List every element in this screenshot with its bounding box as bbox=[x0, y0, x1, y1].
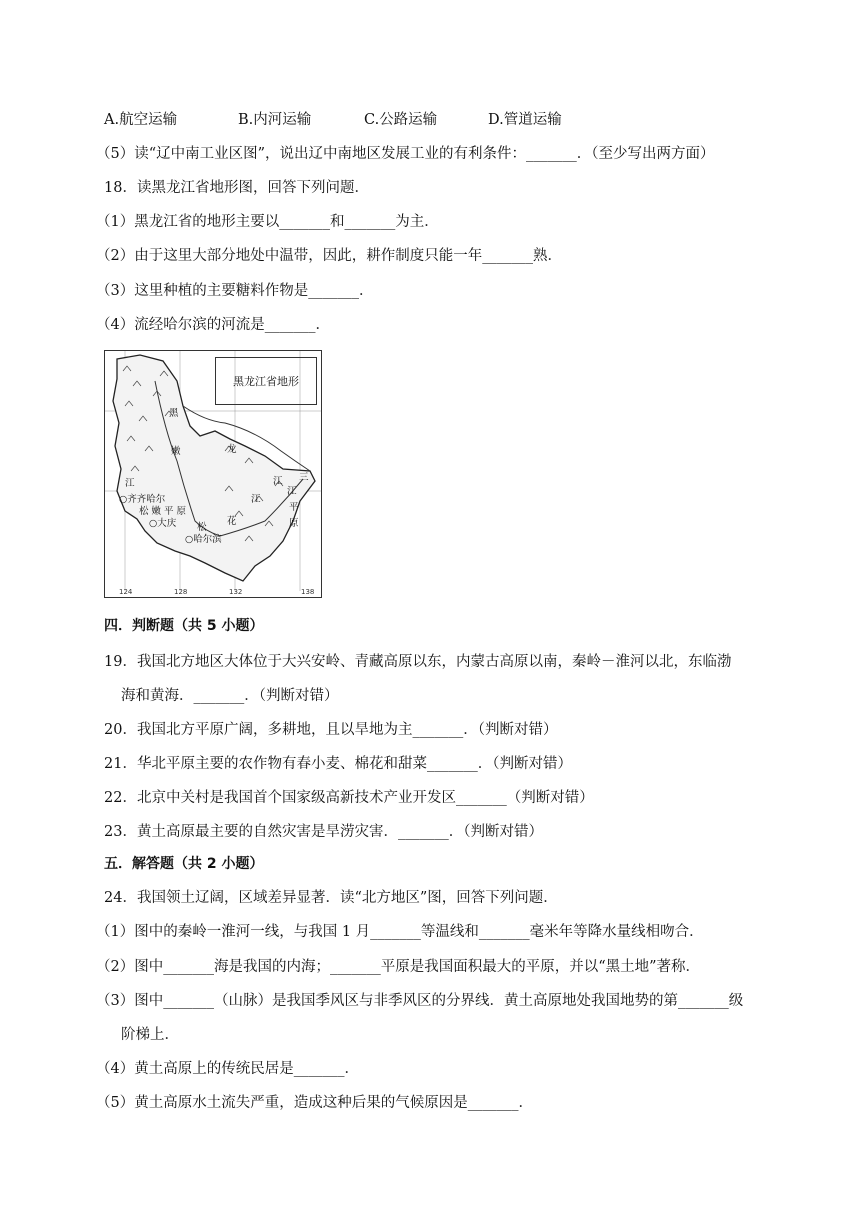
q24-sub3-line2: 阶梯上． bbox=[121, 1027, 179, 1043]
q18-sub2: （2）由于这里大部分地处中温带，因此，耕作制度只能一年_______熟． bbox=[96, 248, 562, 264]
option-d: D.管道运输 bbox=[488, 112, 562, 128]
option-a: A.航空运输 bbox=[104, 112, 178, 128]
map-label-songnen: 松 嫩 平 原 bbox=[139, 506, 187, 517]
map-label-ping: 平 bbox=[289, 502, 299, 513]
q19-line1: 19．我国北方地区大体位于大兴安岭、青藏高原以东，内蒙古高原以南，秦岭－淮河以北，东临渤 bbox=[104, 654, 732, 670]
option-b: B.内河运输 bbox=[238, 112, 312, 128]
map-label-qiqihar: ○齐齐哈尔 bbox=[119, 494, 166, 505]
q18-stem: 18．读黑龙江省地形图，回答下列问题． bbox=[104, 180, 369, 196]
map-tick-138: 138 bbox=[301, 588, 315, 596]
map-label-jiang1: 江 bbox=[273, 476, 283, 487]
map-label-yuan: 原 bbox=[289, 518, 299, 529]
map-title: 黑龙江省地形 bbox=[215, 357, 317, 405]
map-label-harbin: ○哈尔滨 bbox=[185, 534, 222, 545]
q18-sub3: （3）这里种植的主要糖料作物是_______． bbox=[96, 283, 374, 299]
q24-sub5: （5）黄土高原水土流失严重，造成这种后果的气候原因是_______． bbox=[96, 1095, 533, 1111]
map-label-nen: 嫩 bbox=[171, 446, 181, 457]
map-tick-124: 124 bbox=[119, 588, 133, 596]
q24-sub4: （4）黄土高原上的传统民居是_______． bbox=[96, 1061, 359, 1077]
heilongjiang-map bbox=[104, 350, 322, 598]
map-label-long: 龙 bbox=[227, 444, 237, 455]
map-label-song: 松 bbox=[197, 522, 207, 533]
map-label-daqing: ○大庆 bbox=[149, 518, 177, 529]
map-label-hei: 黑 bbox=[169, 408, 179, 419]
q20: 20．我国北方平原广阔，多耕地，且以旱地为主_______．（判断对错） bbox=[104, 722, 558, 738]
q24-sub2: （2）图中_______海是我国的内海；_______平原是我国面积最大的平原，并以“黑土地”著称． bbox=[96, 959, 701, 975]
q24-sub3-line1: （3）图中_______（山脉）是我国季风区与非季风区的分界线．黄土高原地处我国地势的第_______级 bbox=[96, 993, 744, 1009]
option-c: C.公路运输 bbox=[364, 112, 438, 128]
q21: 21．华北平原主要的农作物有春小麦、棉花和甜菜_______．（判断对错） bbox=[104, 756, 572, 772]
map-label-jiang3: 江 bbox=[251, 494, 261, 505]
map-label-jiang2: 江 bbox=[125, 478, 135, 489]
q17-options bbox=[104, 110, 562, 130]
q19-line2: 海和黄海．_______．（判断对错） bbox=[121, 688, 339, 704]
q18-sub4: （4）流经哈尔滨的河流是_______． bbox=[96, 317, 330, 333]
q17-sub5: （5）读“辽中南工业区图”，说出辽中南地区发展工业的有利条件：_______．（至少写出两方面） bbox=[96, 146, 715, 162]
map-tick-132: 132 bbox=[229, 588, 243, 596]
map-label-jiang4: 江 bbox=[287, 486, 297, 497]
q23: 23．黄土高原最主要的自然灾害是旱涝灾害．_______．（判断对错） bbox=[104, 824, 543, 840]
map-label-san: 三 bbox=[299, 472, 309, 483]
q24-stem: 24．我国领土辽阔，区域差异显著．读“北方地区”图，回答下列问题． bbox=[104, 890, 558, 906]
q18-sub1: （1）黑龙江省的地形主要以_______和_______为主． bbox=[96, 214, 439, 230]
q22: 22．北京中关村是我国首个国家级高新技术产业开发区_______（判断对错） bbox=[104, 790, 594, 806]
q24-sub1: （1）图中的秦岭一淮河一线，与我国 1 月_______等温线和_______毫米年等降水量线相吻合． bbox=[96, 924, 704, 940]
map-label-hua: 花 bbox=[227, 516, 237, 527]
section4-heading: 四．判断题（共 5 小题） bbox=[104, 618, 264, 634]
map-tick-128: 128 bbox=[174, 588, 188, 596]
section5-heading: 五．解答题（共 2 小题） bbox=[104, 856, 264, 872]
